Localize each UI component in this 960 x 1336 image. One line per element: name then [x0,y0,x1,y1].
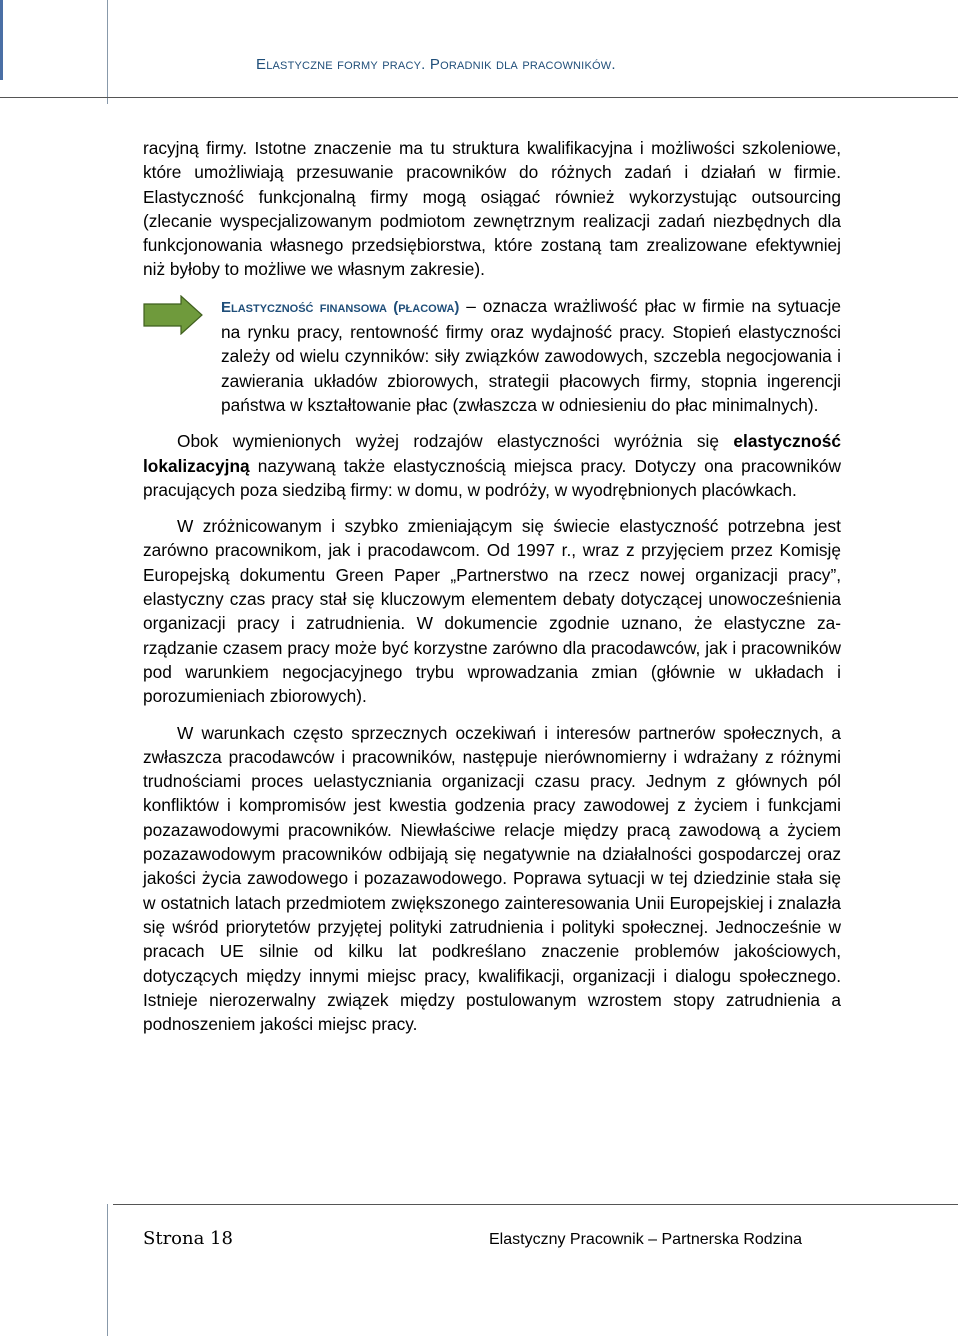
paragraph-3-bold-term: elastyczność lokalizacyjną [143,431,841,476]
header-rule [0,97,958,98]
running-header: Elastyczne formy pracy. Poradnik dla pracowników. [256,56,616,73]
paragraph-3 [143,429,841,502]
definition-block [143,294,841,417]
paragraph-4: W zróżnicowanym i szybko zmieniającym się świecie elastyczność potrzebna jest zarówno pracownikom, jak i pracodawcom. Od 1997 r., wraz z przyjęciem przez Komisję Europejską dokumentu Green Paper „Partnerstwo na rzecz nowej organizacji pracy”, elastyczny czas pracy stał się kluczowym elementem debaty dotyczącej unowocześnienia organizacji pracy i zatrudnienia. W dokumencie zgodnie uznano, że elastyczne zarządzanie czasem pracy może być korzystne zarówno dla pracodawców, jak i pracowników pod warunkiem negocjacyjnego trybu wprowadzania zmian (głównie w układach i porozumieniach zbiorowych). [143,516,841,707]
header-margin-line [107,0,108,104]
header-accent-bar [0,0,3,80]
definition-dash: – [459,295,483,316]
definition-paragraph [143,294,841,417]
footer-margin-line [107,1204,108,1336]
paragraph-1: racyjną firmy. Istotne znaczenie ma tu struktura kwalifikacyjna i możliwości szkoleniowe, które umożliwiają przesuwanie pracowników do różnych zadań i działań w firmie. Elastyczność funkcjonalną firmy mogą osiągać również wykorzystując outsourcing (zlecanie wyspecjalizowanym podmiotom zewnętrznym realizacji zadań niezbędnych dla funkcjonowania własnego przedsiębiorstwa, które zostaną tam zrealizowane efektywniej niż byłoby to możliwe we własnym zakresie). [143,138,841,280]
footer-rule [113,1204,958,1205]
footer-title: Elastyczny Pracownik – Partnerska Rodzina [489,1231,803,1248]
paragraph-5: W warunkach często sprzecznych oczekiwań i interesów partnerów społecznych, a zwłaszcza pracodawców i pracowników, następuje nierównomierny i wdrażany z różnymi trudnościami proces uelastyczniania organizacji czasu pracy. Jednym z głównych pól konfliktów i kompromisów jest kwestia godzenia pracy zawodowej z życiem i funkcjami pozazawodowymi pracowników. Niewłaściwe relacje między pracą zawodową a życiem pozazawodowym pracowników odbijają się negatywnie na działalności gospodarczej oraz jakości życia zawodowego i pozazawodowego. Poprawa sytuacji w tej dziedzinie stała się w ostatnich latach przedmiotem zwiększonego zainteresowania Unii Europejskiej i znalazła się wśród priorytetów przyjętej polityki zatrudnienia i polityki społecznej. Jednocześnie w pracach UE silnie od kilku lat podkreślano znaczenie problemów jakościowych, dotyczących między innymi miejsc pracy, kwalifikacji, organizacji i dialogu społecznego. Istnieje nierozerwalny związek między postulowanym wzrostem stopy zatrudnienia a podnoszeniem jakości miejsc pracy. [143,722,841,1035]
paragraph-3-text-a: Obok wymienionych wyżej rodzajów elastyczności wyróżnia się [177,431,734,452]
definition-term: Elastyczność finansowa (płacowa) [221,298,460,316]
paragraph-3-text-b: nazywaną także elastycznością miejsca pracy. Dotyczy ona pracowników pracujących poza siedzibą firmy: w domu, w podróży, w wyodrębnionych placówkach. [143,455,841,500]
definition-text: oznacza wrażliwość płac w firmie na sytuacje na rynku pracy, rentowność firmy oraz wydajność pracy. Stopień elastyczności zależy od wielu czynników: siły związków zawodowych, szczebla negocjowania i zawierania układów zbiorowych, strategii płacowych firmy, stopnia ingerencji państwa w kształtowanie płac (zwłaszcza w odniesieniu do płac minimalnych). [221,295,841,415]
page-number: Strona 18 [143,1228,233,1249]
page-body [143,136,841,1036]
right-arrow-icon [143,295,203,335]
